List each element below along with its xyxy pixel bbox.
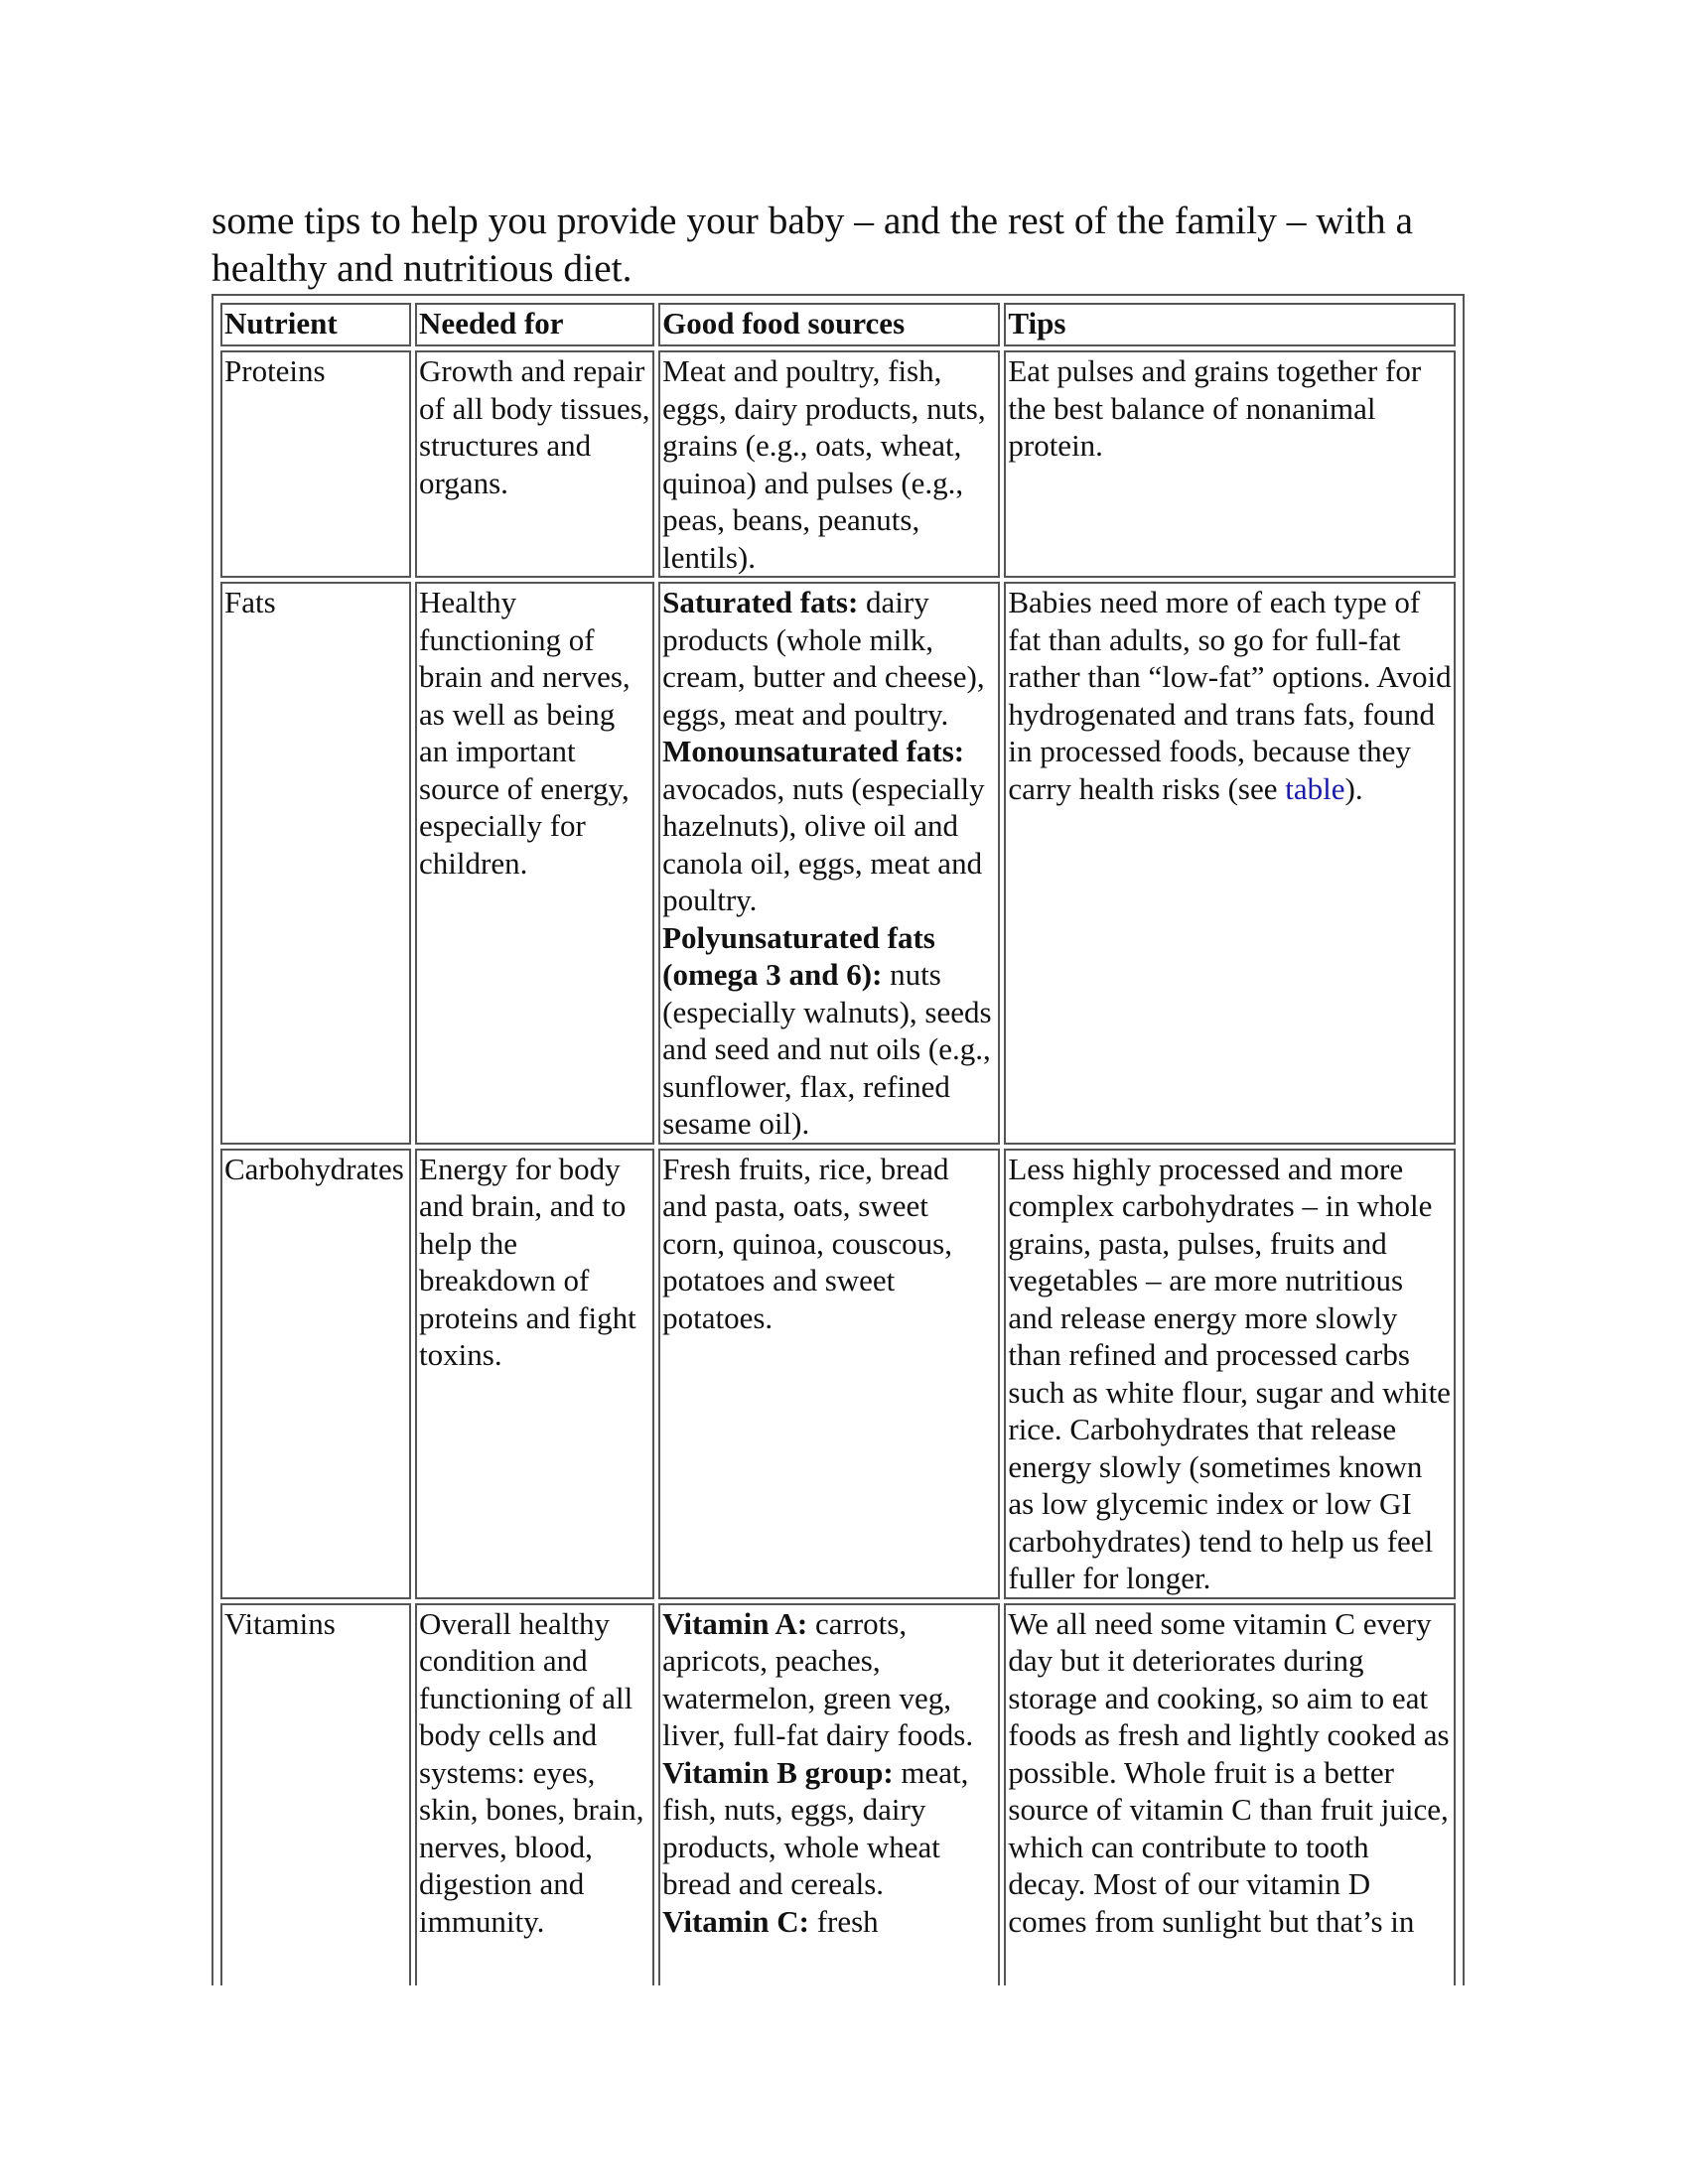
tips-text: We all need some vitamin C every day but it deteriorates during storage and cooking, so aim to eat foods as fresh and lightly cooked as possible. Whole fruit is a better source of vitamin C than fruit juice, which can contribute to tooth decay. Most of our vitamin D comes from sunlight but that’s in — [1008, 1605, 1450, 1939]
source-text: avocados, nuts (especially hazelnuts), olive oil and canola oil, eggs, meat and poultry. — [662, 770, 985, 917]
nutrient-table-frame — [211, 294, 1465, 1985]
cell-nutrient: Proteins — [220, 350, 411, 578]
source-category-label: Vitamin B group: — [662, 1754, 894, 1790]
table-link[interactable]: table — [1285, 770, 1345, 806]
tips-text: Less highly processed and more complex carbohydrates – in whole grains, pasta, pulses, fruits and vegetables – are more nutritious and release energy more slowly than refined and processed carbs such as white flour, sugar and white rice. Carbohydrates that release energy slowly (sometimes known as low glycemic index or low GI carbohydrates) tend to help us feel fuller for longer. — [1008, 1151, 1451, 1595]
header-tips: Tips — [1004, 303, 1456, 346]
cell-needed-for: Energy for body and brain, and to help the breakdown of proteins and fight toxins. — [415, 1149, 654, 1599]
cell-food-sources — [658, 1149, 1000, 1599]
header-needed-for: Needed for — [415, 303, 654, 346]
header-good-food-sources: Good food sources — [658, 303, 1000, 346]
cell-tips — [1004, 582, 1456, 1145]
source-category-label: Saturated fats: — [662, 585, 859, 619]
tips-text-after: ). — [1344, 770, 1363, 806]
source-text: meat, fish, nuts, eggs, dairy products, whole wheat bread and cereals. — [662, 1754, 969, 1901]
header-nutrient: Nutrient — [220, 303, 411, 346]
cell-nutrient: Vitamins — [220, 1603, 411, 1986]
source-category-label: Vitamin C: — [662, 1903, 809, 1939]
cell-needed-for: Healthy functioning of brain and nerves, as well as being an important source of energy, especially for children. — [415, 582, 654, 1145]
source-text: Fresh fruits, rice, bread and pasta, oats, sweet corn, quinoa, couscous, potatoes and sweet potatoes. — [662, 1151, 952, 1335]
cell-nutrient: Fats — [220, 582, 411, 1145]
table-row — [220, 582, 1456, 1145]
table-row — [220, 1603, 1456, 1986]
table-row — [220, 350, 1456, 578]
cell-food-sources — [658, 1603, 1000, 1986]
table-body — [220, 350, 1456, 1985]
nutrient-table — [216, 299, 1460, 1985]
cell-food-sources — [658, 350, 1000, 578]
source-category-label: Polyunsaturated fats (omega 3 and 6): — [662, 919, 935, 992]
cell-nutrient: Carbohydrates — [220, 1149, 411, 1599]
source-text: fresh — [808, 1903, 879, 1939]
intro-paragraph: some tips to help you provide your baby – and the rest of the family – with a healthy and nutritious diet. — [211, 199, 1413, 290]
cell-needed-for: Growth and repair of all body tissues, structures and organs. — [415, 350, 654, 578]
cell-food-sources — [658, 582, 1000, 1145]
cell-tips — [1004, 1603, 1456, 1986]
source-text: dairy products (whole milk, cream, butter and cheese), eggs, meat and poultry. — [662, 585, 985, 732]
table-header-row — [220, 303, 1456, 346]
source-text: carrots, apricots, peaches, watermelon, green veg, liver, full-fat dairy foods. — [662, 1605, 974, 1752]
tips-text: Babies need more of each type of fat than adults, so go for full-fat rather than “low-fat” options. Avoid hydrogenated and trans fats, found in processed foods, because they carry health risks (see — [1008, 585, 1452, 806]
cell-tips — [1004, 1149, 1456, 1599]
source-text: Meat and poultry, fish, eggs, dairy products, nuts, grains (e.g., oats, wheat, quinoa) and pulses (e.g., peas, beans, peanuts, lentils). — [662, 353, 986, 575]
source-text: nuts (especially walnuts), seeds and seed and nut oils (e.g., sunflower, flax, refined sesame oil). — [662, 957, 992, 1141]
tips-text: Eat pulses and grains together for the best balance of nonanimal protein. — [1008, 353, 1422, 463]
source-category-label: Vitamin A: — [662, 1605, 808, 1641]
table-row — [220, 1149, 1456, 1599]
source-category-label: Monounsaturated fats: — [662, 734, 965, 768]
cell-tips — [1004, 350, 1456, 578]
cell-needed-for: Overall healthy condition and functioning of all body cells and systems: eyes, skin, bones, brain, nerves, blood, digestion and immunity. — [415, 1603, 654, 1986]
